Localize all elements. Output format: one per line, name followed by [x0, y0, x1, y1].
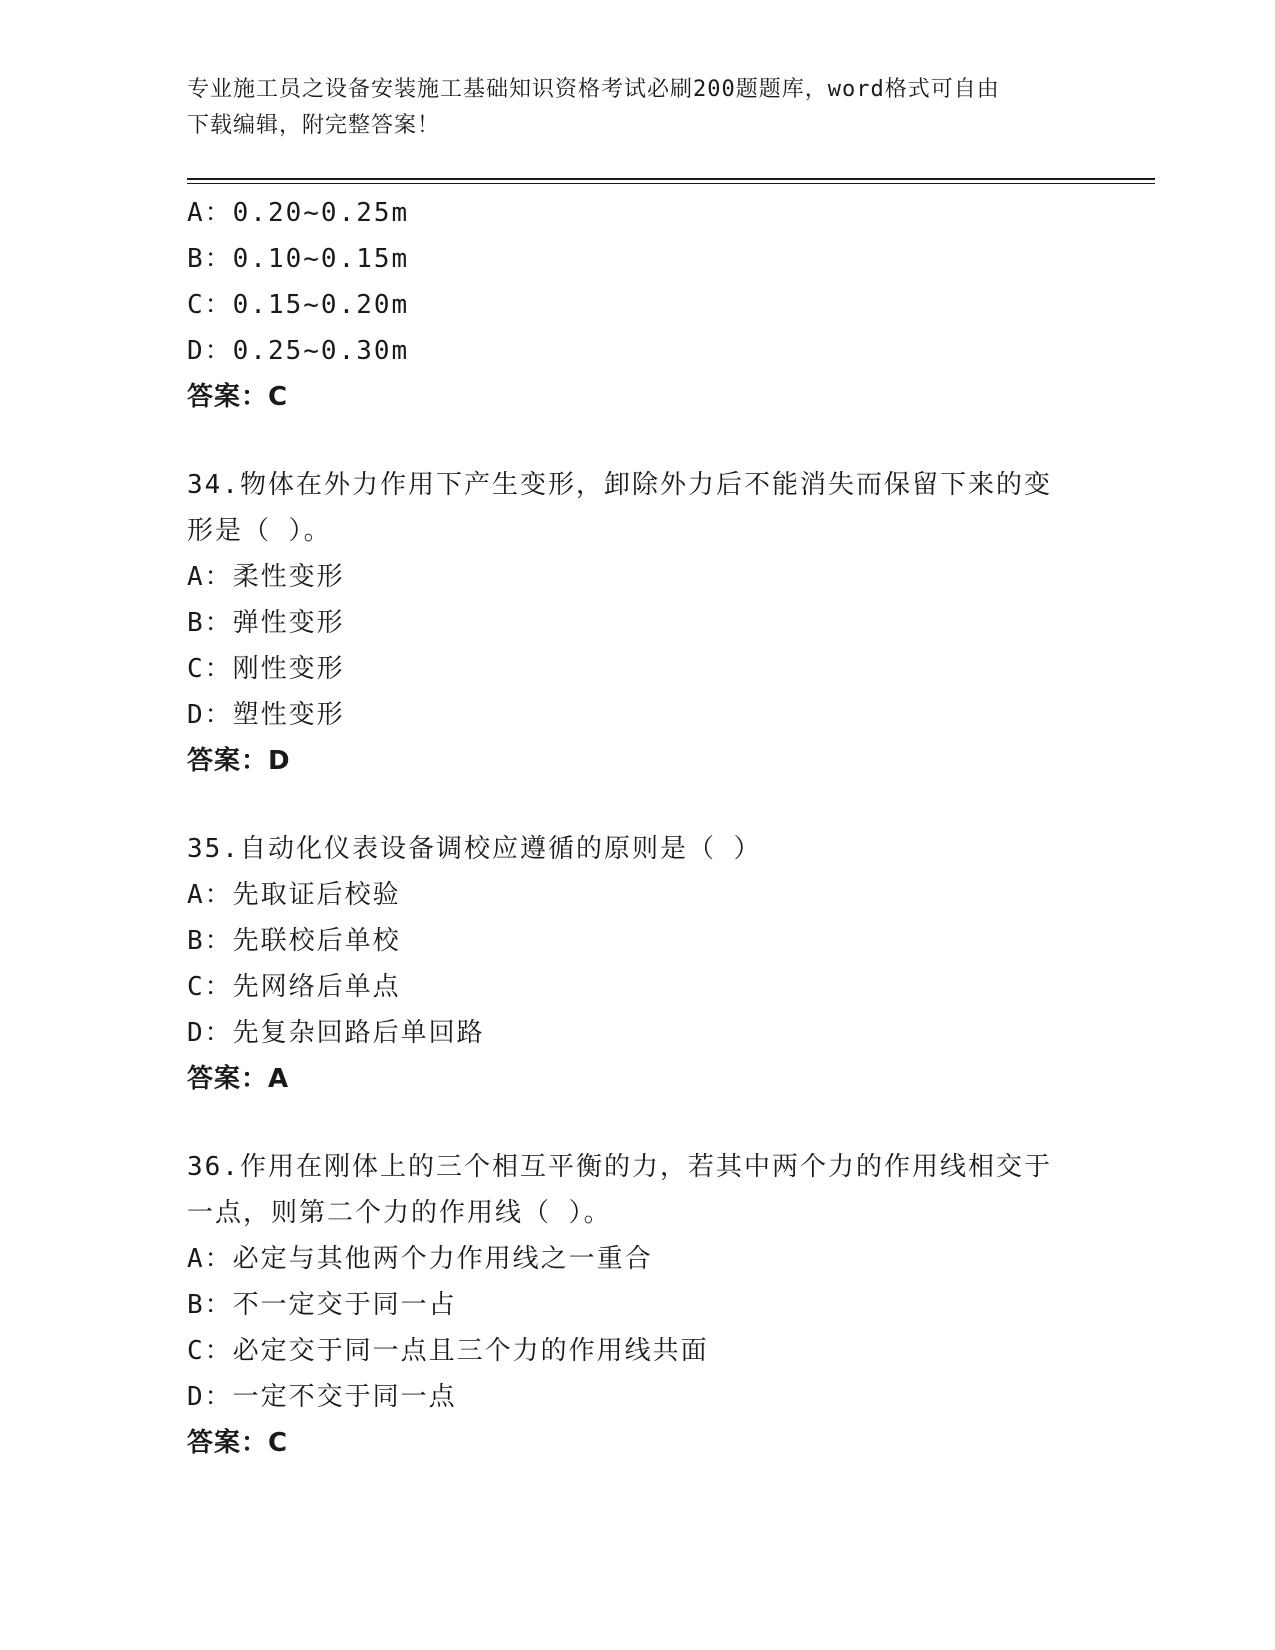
question-text-line-2: 一点，则第二个力的作用线（ ）。 — [187, 1198, 612, 1228]
document-header — [187, 72, 1067, 144]
question-list — [187, 190, 1087, 1466]
option-a: A：必定与其他两个力作用线之一重合 — [187, 1244, 653, 1274]
option-c: C：刚性变形 — [187, 654, 345, 684]
question-text-line-1: 34.物体在外力作用下产生变形，卸除外力后不能消失而保留下来的变 — [187, 470, 1052, 500]
question-text-line-1: 35.自动化仪表设备调校应遵循的原则是（ ） — [187, 834, 762, 864]
option-b: B：不一定交于同一占 — [187, 1290, 457, 1320]
option-c: C：0.15~0.20m — [187, 290, 410, 320]
option-a: A：0.20~0.25m — [187, 198, 410, 228]
header-rule-thick — [187, 178, 1155, 180]
option-d: D：塑性变形 — [187, 700, 345, 730]
option-d: D：先复杂回路后单回路 — [187, 1018, 485, 1048]
question-text-line-2: 形是（ ）。 — [187, 516, 332, 546]
question-block-36 — [187, 1144, 1087, 1466]
option-b: B：弹性变形 — [187, 608, 345, 638]
answer-line: 答案：D — [187, 746, 291, 776]
answer-line: 答案：A — [187, 1064, 290, 1094]
header-rule-thin — [187, 183, 1155, 184]
option-a: A：柔性变形 — [187, 562, 345, 592]
option-d: D：0.25~0.30m — [187, 336, 410, 366]
header-line-1: 专业施工员之设备安装施工基础知识资格考试必刷200题题库，word格式可自由 — [187, 77, 1000, 102]
answer-line: 答案：C — [187, 382, 289, 412]
option-a: A：先取证后校验 — [187, 880, 401, 910]
option-c: C：必定交于同一点且三个力的作用线共面 — [187, 1336, 709, 1366]
header-line-2: 下载编辑，附完整答案！ — [187, 113, 441, 138]
option-b: B：先联校后单校 — [187, 926, 401, 956]
option-c: C：先网络后单点 — [187, 972, 401, 1002]
option-b: B：0.10~0.15m — [187, 244, 410, 274]
option-d: D：一定不交于同一点 — [187, 1382, 457, 1412]
question-block-35 — [187, 826, 1087, 1102]
question-text-line-1: 36.作用在刚体上的三个相互平衡的力，若其中两个力的作用线相交于 — [187, 1152, 1052, 1182]
question-block-34 — [187, 462, 1087, 784]
question-block-33 — [187, 190, 1087, 420]
answer-line: 答案：C — [187, 1428, 289, 1458]
